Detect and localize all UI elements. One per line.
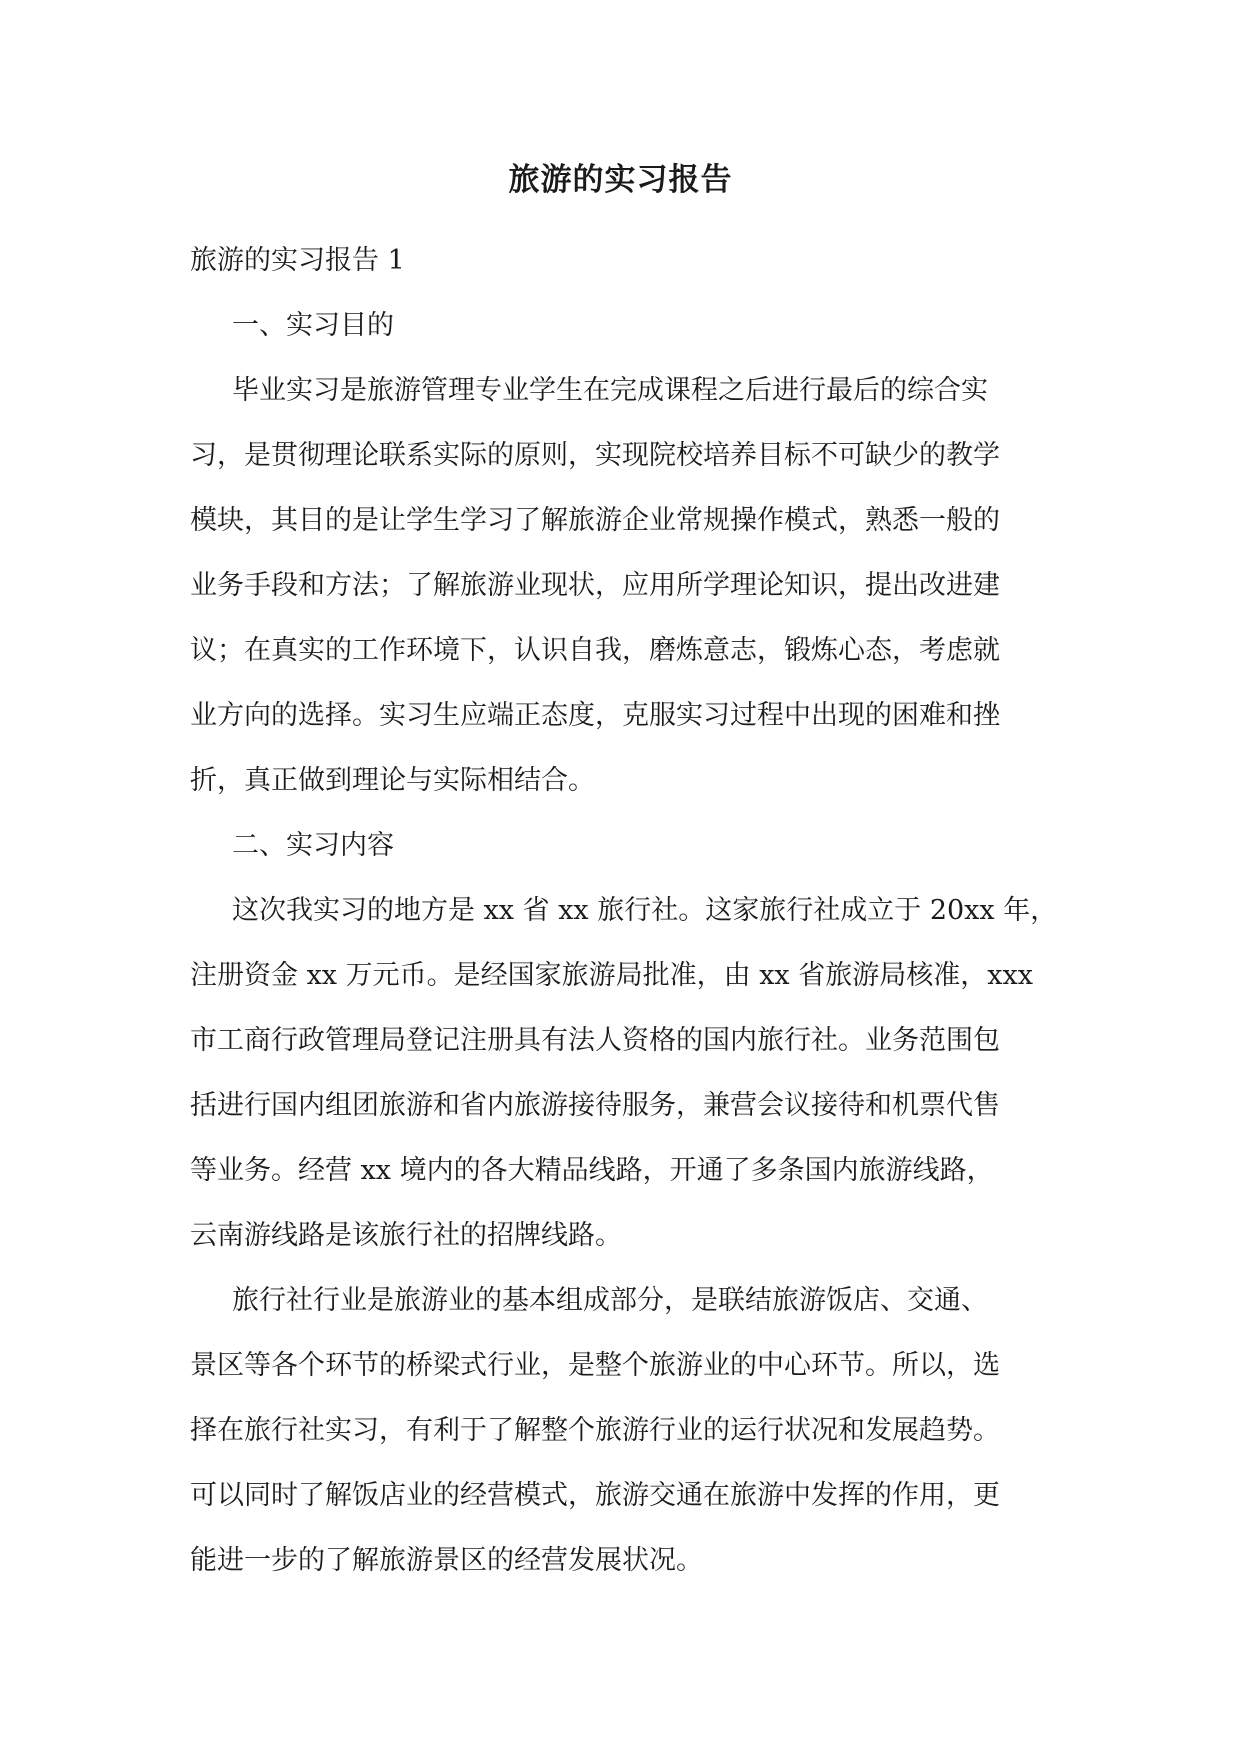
paragraph-line: 市工商行政管理局登记注册具有法人资格的国内旅行社。业务范围包 (190, 1025, 1000, 1056)
paragraph-line: 择在旅行社实习，有利于了解整个旅游行业的运行状况和发展趋势。 (190, 1415, 1000, 1446)
document-body (190, 228, 1060, 1593)
paragraph-line: 毕业实习是旅游管理专业学生在完成课程之后进行最后的综合实 (232, 375, 988, 406)
paragraph-purpose (190, 358, 1060, 813)
paragraph-agency (190, 878, 1060, 1268)
paragraph-line: 习，是贯彻理论联系实际的原则，实现院校培养目标不可缺少的教学 (190, 440, 1000, 471)
paragraph-line: 模块，其目的是让学生学习了解旅游企业常规操作模式，熟悉一般的 (190, 505, 1000, 536)
paragraph-line: 折，真正做到理论与实际相结合。 (190, 765, 595, 796)
paragraph-line: 等业务。经营 xx 境内的各大精品线路，开通了多条国内旅游线路， (190, 1155, 994, 1186)
paragraph-line: 业方向的选择。实习生应端正态度，克服实习过程中出现的困难和挫 (190, 700, 1000, 731)
paragraph-line: 这次我实习的地方是 xx 省 xx 旅行社。这家旅行社成立于 20xx 年， (232, 895, 1058, 926)
paragraph-line: 旅行社行业是旅游业的基本组成部分，是联结旅游饭店、交通、 (232, 1285, 988, 1316)
document-title: 旅游的实习报告 (508, 162, 733, 198)
paragraph-industry (190, 1268, 1060, 1593)
paragraph-line: 可以同时了解饭店业的经营模式，旅游交通在旅游中发挥的作用，更 (190, 1480, 1000, 1511)
subtitle: 旅游的实习报告 1 (190, 245, 405, 276)
section-heading-purpose: 一、实习目的 (232, 310, 394, 341)
paragraph-line: 括进行国内组团旅游和省内旅游接待服务，兼营会议接待和机票代售 (190, 1090, 1000, 1121)
paragraph-line: 能进一步的了解旅游景区的经营发展状况。 (190, 1545, 703, 1576)
paragraph-line: 云南游线路是该旅行社的招牌线路。 (190, 1220, 622, 1251)
section-heading-content: 二、实习内容 (232, 830, 394, 861)
paragraph-line: 注册资金 xx 万元币。是经国家旅游局批准，由 xx 省旅游局核准，xxx (190, 960, 1033, 991)
paragraph-line: 景区等各个环节的桥梁式行业，是整个旅游业的中心环节。所以，选 (190, 1350, 1000, 1381)
paragraph-line: 议；在真实的工作环境下，认识自我，磨炼意志，锻炼心态，考虑就 (190, 635, 1000, 666)
paragraph-line: 业务手段和方法；了解旅游业现状，应用所学理论知识，提出改进建 (190, 570, 1000, 601)
